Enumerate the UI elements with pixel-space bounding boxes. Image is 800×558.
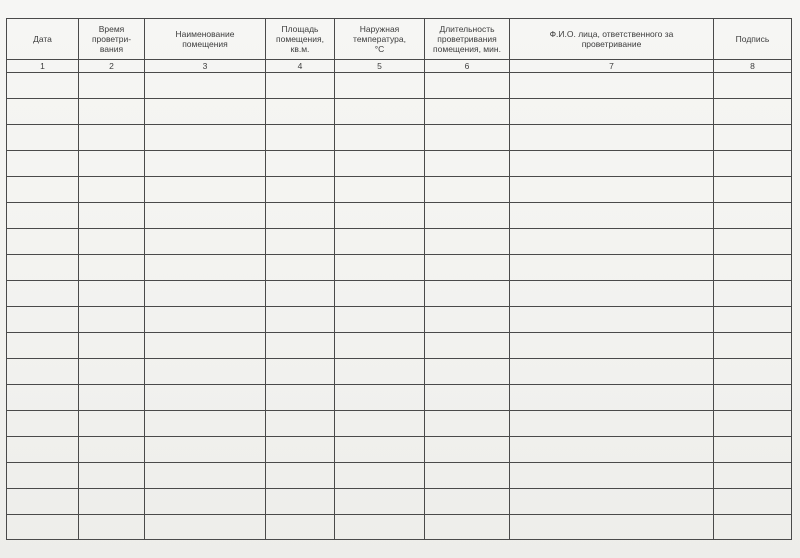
cell-signature <box>714 177 792 203</box>
cell-duration <box>425 125 510 151</box>
cell-duration <box>425 489 510 515</box>
cell-room <box>145 99 266 125</box>
cell-temp <box>335 203 425 229</box>
cell-time <box>79 229 145 255</box>
cell-time <box>79 281 145 307</box>
column-number-row <box>7 60 792 73</box>
cell-duration <box>425 73 510 99</box>
cell-area <box>266 177 335 203</box>
cell-temp <box>335 385 425 411</box>
cell-area <box>266 229 335 255</box>
cell-area <box>266 281 335 307</box>
cell-room <box>145 385 266 411</box>
cell-temp <box>335 229 425 255</box>
cell-room <box>145 255 266 281</box>
column-number: 8 <box>714 60 792 73</box>
cell-area <box>266 99 335 125</box>
header-row <box>7 19 792 60</box>
column-number: 6 <box>425 60 510 73</box>
cell-person <box>510 125 714 151</box>
cell-time <box>79 307 145 333</box>
cell-room <box>145 177 266 203</box>
cell-temp <box>335 125 425 151</box>
cell-duration <box>425 151 510 177</box>
table-row <box>7 411 792 437</box>
cell-room <box>145 73 266 99</box>
cell-room <box>145 489 266 515</box>
cell-date <box>7 359 79 385</box>
cell-date <box>7 125 79 151</box>
cell-area <box>266 151 335 177</box>
column-number: 5 <box>335 60 425 73</box>
cell-temp <box>335 489 425 515</box>
cell-date <box>7 229 79 255</box>
cell-room <box>145 151 266 177</box>
table-row <box>7 333 792 359</box>
cell-person <box>510 177 714 203</box>
cell-duration <box>425 333 510 359</box>
cell-signature <box>714 255 792 281</box>
cell-duration <box>425 229 510 255</box>
entry-rows <box>7 73 792 540</box>
cell-signature <box>714 203 792 229</box>
column-number: 1 <box>7 60 79 73</box>
cell-duration <box>425 203 510 229</box>
cell-temp <box>335 255 425 281</box>
cell-person <box>510 333 714 359</box>
cell-signature <box>714 333 792 359</box>
table-row <box>7 229 792 255</box>
header-duration: Длительность проветривания помещения, мин. <box>425 19 510 60</box>
cell-time <box>79 255 145 281</box>
cell-time <box>79 125 145 151</box>
cell-person <box>510 229 714 255</box>
cell-duration <box>425 385 510 411</box>
cell-area <box>266 73 335 99</box>
cell-date <box>7 411 79 437</box>
cell-room <box>145 125 266 151</box>
cell-area <box>266 359 335 385</box>
cell-person <box>510 255 714 281</box>
table-row <box>7 463 792 489</box>
table-row <box>7 99 792 125</box>
cell-date <box>7 203 79 229</box>
cell-signature <box>714 411 792 437</box>
cell-date <box>7 151 79 177</box>
cell-duration <box>425 359 510 385</box>
cell-temp <box>335 333 425 359</box>
cell-area <box>266 463 335 489</box>
cell-person <box>510 515 714 540</box>
cell-temp <box>335 99 425 125</box>
cell-signature <box>714 281 792 307</box>
cell-time <box>79 359 145 385</box>
cell-signature <box>714 359 792 385</box>
cell-time <box>79 73 145 99</box>
cell-time <box>79 515 145 540</box>
cell-date <box>7 255 79 281</box>
cell-signature <box>714 307 792 333</box>
cell-duration <box>425 437 510 463</box>
cell-person <box>510 359 714 385</box>
cell-date <box>7 281 79 307</box>
cell-time <box>79 437 145 463</box>
cell-temp <box>335 463 425 489</box>
cell-area <box>266 125 335 151</box>
cell-room <box>145 307 266 333</box>
cell-room <box>145 437 266 463</box>
column-number: 7 <box>510 60 714 73</box>
cell-signature <box>714 151 792 177</box>
cell-time <box>79 463 145 489</box>
cell-date <box>7 307 79 333</box>
cell-time <box>79 489 145 515</box>
table-row <box>7 177 792 203</box>
cell-duration <box>425 307 510 333</box>
cell-signature <box>714 99 792 125</box>
header-date: Дата <box>7 19 79 60</box>
cell-temp <box>335 73 425 99</box>
cell-temp <box>335 281 425 307</box>
cell-date <box>7 385 79 411</box>
column-number: 2 <box>79 60 145 73</box>
header-area: Площадь помещения, кв.м. <box>266 19 335 60</box>
cell-time <box>79 385 145 411</box>
cell-date <box>7 489 79 515</box>
cell-room <box>145 229 266 255</box>
cell-time <box>79 99 145 125</box>
cell-person <box>510 437 714 463</box>
cell-date <box>7 437 79 463</box>
cell-time <box>79 411 145 437</box>
cell-temp <box>335 177 425 203</box>
cell-time <box>79 151 145 177</box>
table-row <box>7 515 792 540</box>
cell-signature <box>714 229 792 255</box>
cell-person <box>510 203 714 229</box>
cell-duration <box>425 255 510 281</box>
table-row <box>7 359 792 385</box>
cell-area <box>266 333 335 359</box>
cell-area <box>266 411 335 437</box>
cell-duration <box>425 99 510 125</box>
cell-area <box>266 255 335 281</box>
cell-time <box>79 203 145 229</box>
table-row <box>7 203 792 229</box>
table-row <box>7 489 792 515</box>
cell-time <box>79 177 145 203</box>
cell-signature <box>714 515 792 540</box>
cell-person <box>510 489 714 515</box>
table-row <box>7 255 792 281</box>
cell-area <box>266 515 335 540</box>
cell-area <box>266 437 335 463</box>
cell-person <box>510 307 714 333</box>
table-row <box>7 281 792 307</box>
cell-duration <box>425 177 510 203</box>
cell-room <box>145 411 266 437</box>
cell-person <box>510 73 714 99</box>
cell-person <box>510 281 714 307</box>
cell-signature <box>714 385 792 411</box>
cell-duration <box>425 411 510 437</box>
table-row <box>7 125 792 151</box>
cell-date <box>7 99 79 125</box>
column-number: 3 <box>145 60 266 73</box>
cell-area <box>266 489 335 515</box>
cell-temp <box>335 359 425 385</box>
cell-area <box>266 307 335 333</box>
cell-temp <box>335 151 425 177</box>
cell-person <box>510 385 714 411</box>
cell-date <box>7 73 79 99</box>
cell-room <box>145 281 266 307</box>
header-signature: Подпись <box>714 19 792 60</box>
cell-person <box>510 463 714 489</box>
ventilation-log-table <box>6 18 792 540</box>
cell-room <box>145 463 266 489</box>
cell-signature <box>714 489 792 515</box>
cell-duration <box>425 281 510 307</box>
table-row <box>7 385 792 411</box>
table-row <box>7 437 792 463</box>
header-person: Ф.И.О. лица, ответственного за проветривание <box>510 19 714 60</box>
cell-area <box>266 203 335 229</box>
cell-room <box>145 359 266 385</box>
cell-person <box>510 99 714 125</box>
cell-person <box>510 411 714 437</box>
cell-person <box>510 151 714 177</box>
header-time: Время проветри-вания <box>79 19 145 60</box>
cell-duration <box>425 463 510 489</box>
cell-temp <box>335 515 425 540</box>
table-row <box>7 151 792 177</box>
cell-room <box>145 515 266 540</box>
cell-temp <box>335 411 425 437</box>
cell-duration <box>425 515 510 540</box>
cell-date <box>7 177 79 203</box>
column-number: 4 <box>266 60 335 73</box>
cell-temp <box>335 437 425 463</box>
cell-temp <box>335 307 425 333</box>
cell-time <box>79 333 145 359</box>
header-room: Наименование помещения <box>145 19 266 60</box>
header-temp: Наружная температура, °С <box>335 19 425 60</box>
cell-date <box>7 463 79 489</box>
cell-room <box>145 203 266 229</box>
cell-area <box>266 385 335 411</box>
table-row <box>7 73 792 99</box>
cell-signature <box>714 437 792 463</box>
cell-signature <box>714 125 792 151</box>
cell-date <box>7 515 79 540</box>
cell-signature <box>714 73 792 99</box>
table-row <box>7 307 792 333</box>
cell-date <box>7 333 79 359</box>
cell-room <box>145 333 266 359</box>
cell-signature <box>714 463 792 489</box>
